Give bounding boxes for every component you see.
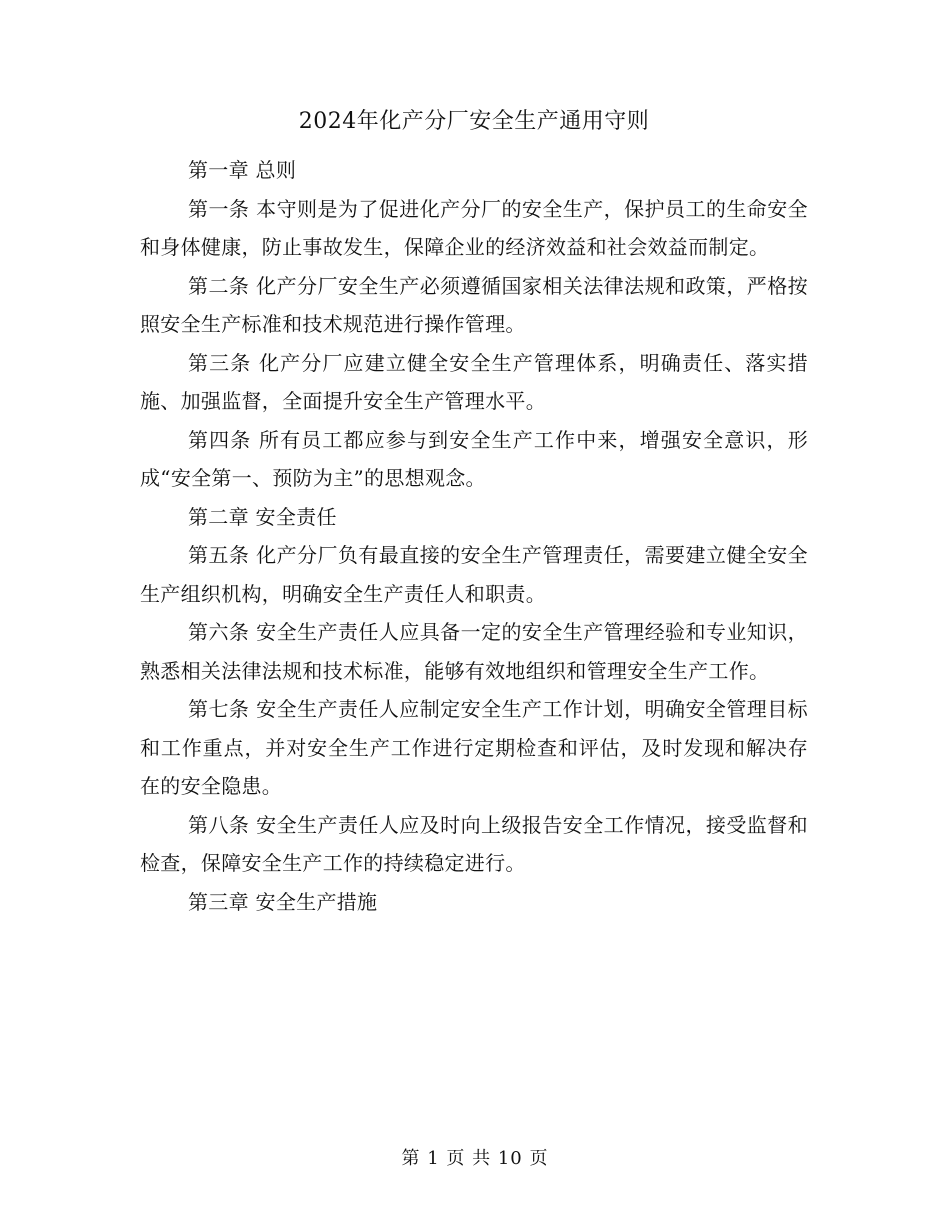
article-paragraph: 第三条 化产分厂应建立健全安全生产管理体系，明确责任、落实措施、加强监督，全面提升安全生产管理水平。 (140, 350, 808, 413)
article-paragraph: 第四条 所有员工都应参与到安全生产工作中来，增强安全意识，形成“安全第一、预防为主”的思想观念。 (140, 427, 808, 490)
article-paragraph: 第二条 化产分厂安全生产必须遵循国家相关法律法规和政策，严格按照安全生产标准和技术规范进行操作管理。 (140, 273, 808, 336)
article-paragraph: 第八条 安全生产责任人应及时向上级报告安全工作情况，接受监督和检查，保障安全生产工作的持续稳定进行。 (140, 812, 808, 875)
article-paragraph: 第五条 化产分厂负有最直接的安全生产管理责任，需要建立健全安全生产组织机构，明确安全生产责任人和职责。 (140, 543, 808, 606)
article-paragraph: 第一条 本守则是为了促进化产分厂的安全生产，保护员工的生命安全和身体健康，防止事故发生，保障企业的经济效益和社会效益而制定。 (140, 196, 808, 259)
chapter-heading: 第三章 安全生产措施 (188, 889, 378, 914)
article-paragraph: 第七条 安全生产责任人应制定安全生产工作计划，明确安全管理目标和工作重点，并对安全生产工作进行定期检查和评估，及时发现和解决存在的安全隐患。 (140, 697, 808, 798)
chapter-heading: 第二章 安全责任 (188, 504, 337, 529)
chapter-heading: 第一章 总则 (188, 158, 297, 182)
document-body (140, 103, 808, 921)
document-title: 2024年化产分厂安全生产通用守则 (298, 109, 650, 134)
page-number-footer: 第 1 页 共 10 页 (401, 1148, 549, 1169)
article-paragraph: 第六条 安全生产责任人应具备一定的安全生产管理经验和专业知识，熟悉相关法律法规和技术标准，能够有效地组织和管理安全生产工作。 (140, 620, 808, 683)
